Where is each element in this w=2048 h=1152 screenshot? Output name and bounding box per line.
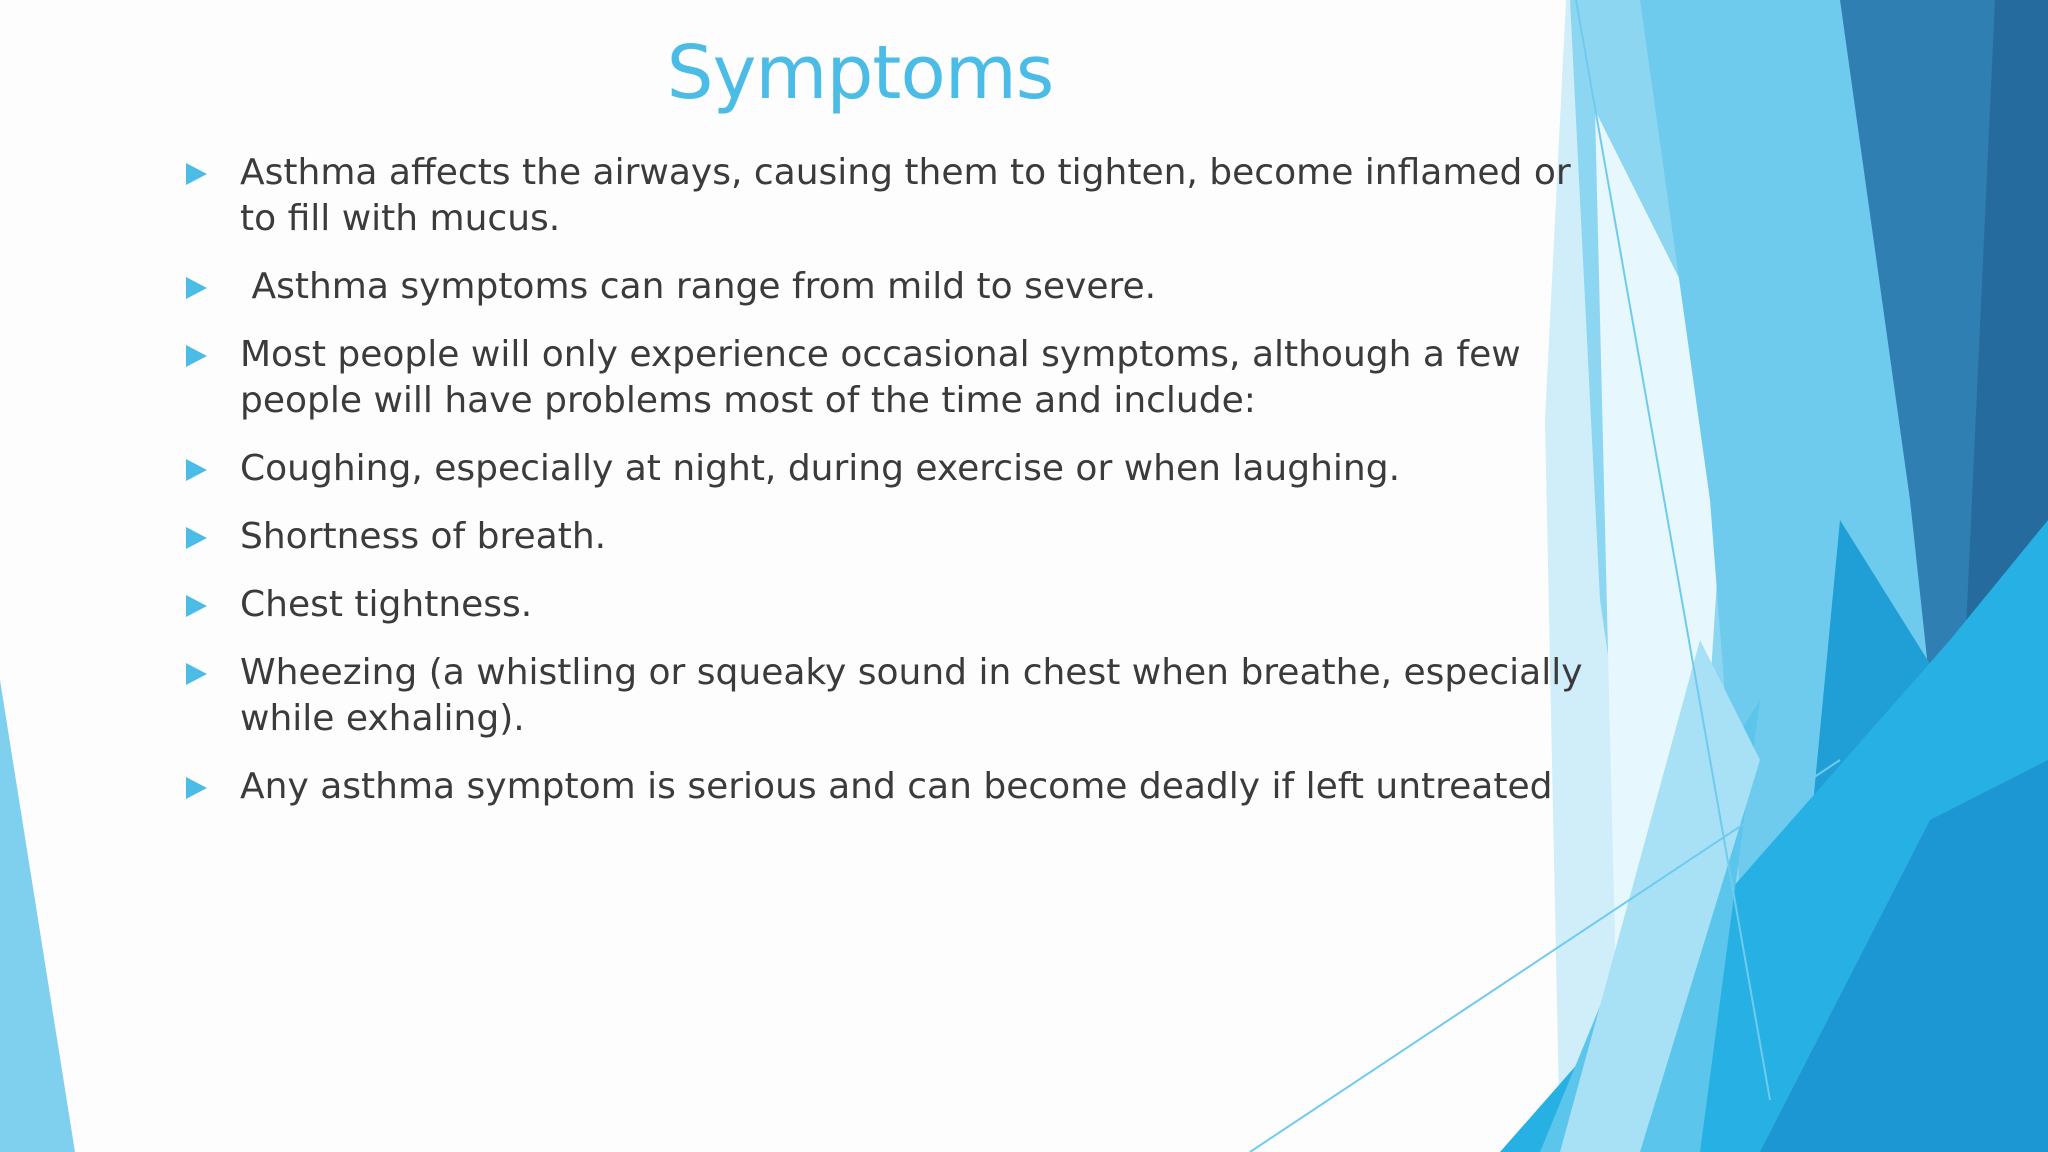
list-item [184, 446, 1614, 492]
list-item [184, 650, 1614, 742]
triangle-right-icon [186, 595, 207, 617]
slide-title: Symptoms [666, 30, 1054, 116]
bullet-text: Asthma symptoms can range from mild to severe. [240, 266, 1157, 307]
list-item [184, 514, 1614, 560]
triangle-right-icon [186, 345, 207, 367]
bullet-text: Asthma affects the airways, causing them to tighten, become inflamed or to fill with mucus. [240, 152, 1571, 239]
bullet-text: Shortness of breath. [240, 516, 607, 557]
bullet-text: Any asthma symptom is serious and can become deadly if left untreated [240, 766, 1553, 807]
facet-left [0, 680, 75, 1152]
list-item [184, 332, 1614, 424]
triangle-right-icon [186, 527, 207, 549]
list-item [184, 764, 1614, 810]
triangle-right-icon [186, 459, 207, 481]
bullet-text: Chest tightness. [240, 584, 533, 625]
triangle-right-icon [186, 663, 207, 685]
triangle-right-icon [186, 163, 207, 185]
triangle-right-icon [186, 277, 207, 299]
bullet-text: Wheezing (a whistling or squeaky sound in chest when breathe, especially while exhaling). [240, 652, 1583, 739]
list-item [184, 582, 1614, 628]
bullet-list [184, 150, 1614, 832]
triangle-right-icon [186, 777, 207, 799]
list-item [184, 150, 1614, 242]
list-item [184, 264, 1614, 310]
bullet-text: Coughing, especially at night, during exercise or when laughing. [240, 448, 1401, 489]
bullet-text: Most people will only experience occasional symptoms, although a few people will have problems most of the time and include: [240, 334, 1521, 421]
